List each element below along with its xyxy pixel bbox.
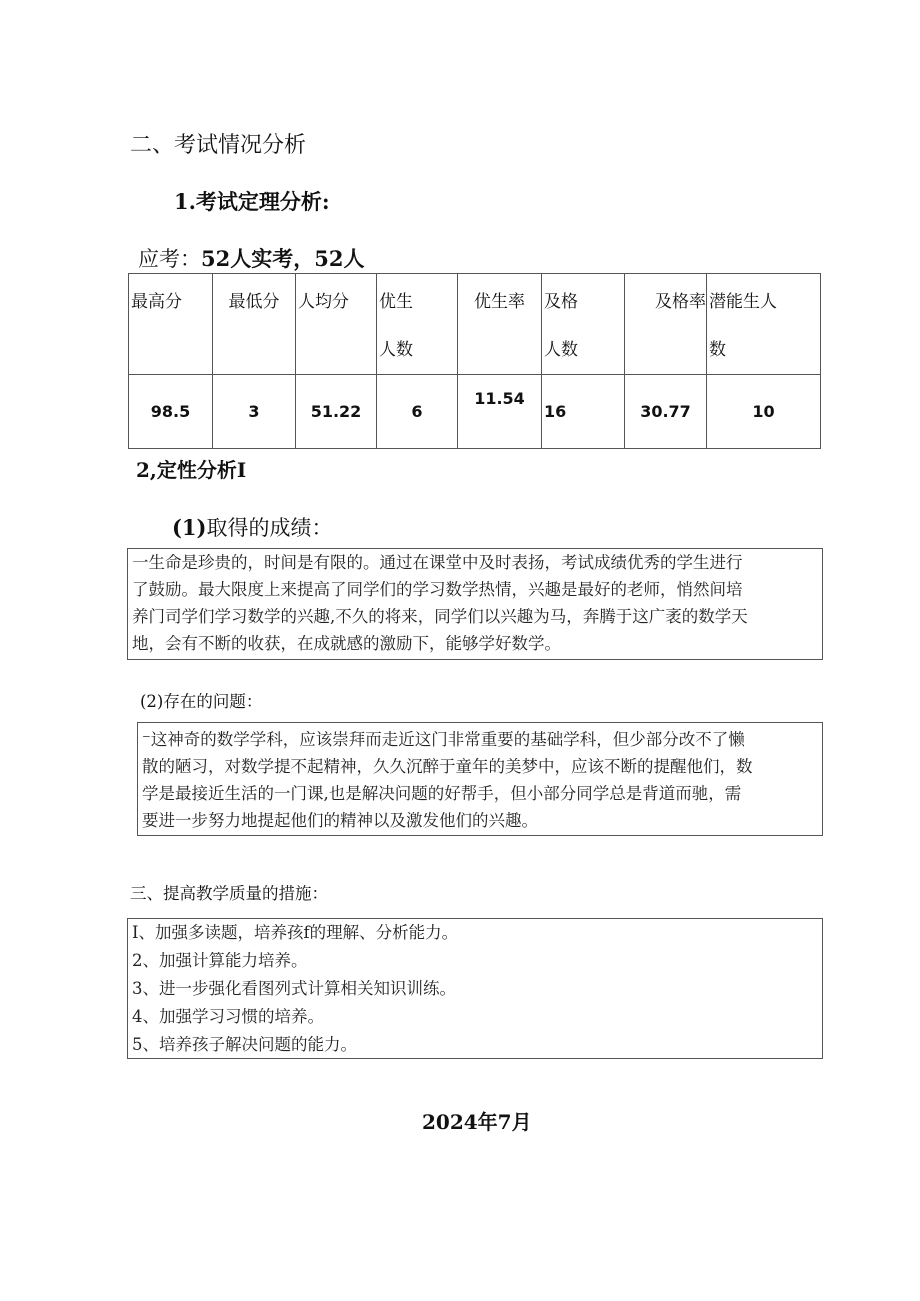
exam-stats-table bbox=[128, 273, 821, 449]
achievements-line: 养门司学们学习数学的兴趣,不久的将来，同学们以兴趣为马，奔腾于这广袤的数学天 bbox=[132, 607, 748, 626]
value-cell-excellent-count: 6 bbox=[377, 375, 458, 449]
problems-line: 散的陋习，对数学提不起精神，久久沉醉于童年的美梦中，应该不断的提醒他们，数 bbox=[142, 757, 753, 776]
achievements-label: 取得的成绩： bbox=[206, 516, 333, 540]
achievements-line: 了鼓励。最大限度上来提高了同学们的学习数学热情，兴趣是最好的老师，悄然间培 bbox=[132, 580, 743, 599]
measure-item: 3、进一步强化看图列式计算相关知识训练。 bbox=[132, 979, 456, 998]
measure-item: 4、加强学习习惯的培养。 bbox=[132, 1007, 324, 1026]
header-cell-max: 最高分 bbox=[129, 274, 213, 375]
achievements-heading bbox=[172, 512, 332, 542]
stats-header-row bbox=[129, 274, 821, 375]
exam-attendance-counts: 52人实考，52人 bbox=[201, 246, 365, 271]
header-cell-pass-count: 及格 人数 bbox=[542, 274, 625, 375]
problems-line: ⁻这神奇的数学学科，应该崇拜而走近这门非常重要的基础学科，但少部分改不了懒 bbox=[142, 730, 745, 749]
value-cell-min: 3 bbox=[213, 375, 296, 449]
achievements-number: (1) bbox=[172, 515, 207, 540]
value-cell-max: 98.5 bbox=[129, 375, 213, 449]
header-cell-excellent-rate: 优生率 bbox=[458, 274, 542, 375]
measure-item: 5、培养孩子解决问题的能力。 bbox=[132, 1035, 357, 1054]
document-date: 2024年7月 bbox=[422, 1110, 532, 1134]
stats-value-row bbox=[129, 375, 821, 449]
header-cell-avg: 人均分 bbox=[296, 274, 377, 375]
measures-box bbox=[127, 918, 823, 1059]
measure-item: 2、加强计算能力培养。 bbox=[132, 951, 308, 970]
problems-line: 学是最接近生活的一门课,也是解决问题的好帮手，但小部分同学总是背道而驰，需 bbox=[142, 784, 742, 803]
problems-line: 要进一步努力地提起他们的精神以及激发他们的兴趣。 bbox=[142, 811, 538, 830]
value-cell-excellent-rate: 11.54 bbox=[458, 375, 542, 449]
value-cell-potential-count: 10 bbox=[707, 375, 821, 449]
value-cell-avg: 51.22 bbox=[296, 375, 377, 449]
problems-box bbox=[137, 722, 823, 836]
value-cell-pass-count: 16 bbox=[542, 375, 625, 449]
section2-title: 二、考试情况分析 bbox=[130, 133, 307, 158]
exam-attendance-prefix: 应考： bbox=[138, 247, 201, 271]
value-cell-pass-rate: 30.77 bbox=[625, 375, 707, 449]
achievements-line: 地，会有不断的收获，在成就感的激励下，能够学好数学。 bbox=[132, 634, 561, 653]
achievements-box bbox=[127, 548, 823, 660]
qualitative-heading: 2,定性分析I bbox=[136, 458, 247, 482]
achievements-line: 一生命是珍贵的，时间是有限的。通过在课堂中及时表扬，考试成绩优秀的学生进行 bbox=[132, 553, 743, 572]
header-cell-pass-rate: 及格率 bbox=[625, 274, 707, 375]
header-cell-min: 最低分 bbox=[213, 274, 296, 375]
exam-stats-heading: 1.考试定理分析: bbox=[174, 189, 330, 214]
exam-attendance-line bbox=[138, 243, 364, 273]
header-cell-excellent-count: 优生 人数 bbox=[377, 274, 458, 375]
problems-heading: (2)存在的问题： bbox=[140, 692, 263, 711]
measure-item: Ⅰ、加强多读题，培养孩f的理解、分析能力。 bbox=[132, 923, 459, 942]
section3-title: 三、提高教学质量的措施： bbox=[130, 884, 328, 903]
header-cell-potential-count: 潜能生人 数 bbox=[707, 274, 821, 375]
